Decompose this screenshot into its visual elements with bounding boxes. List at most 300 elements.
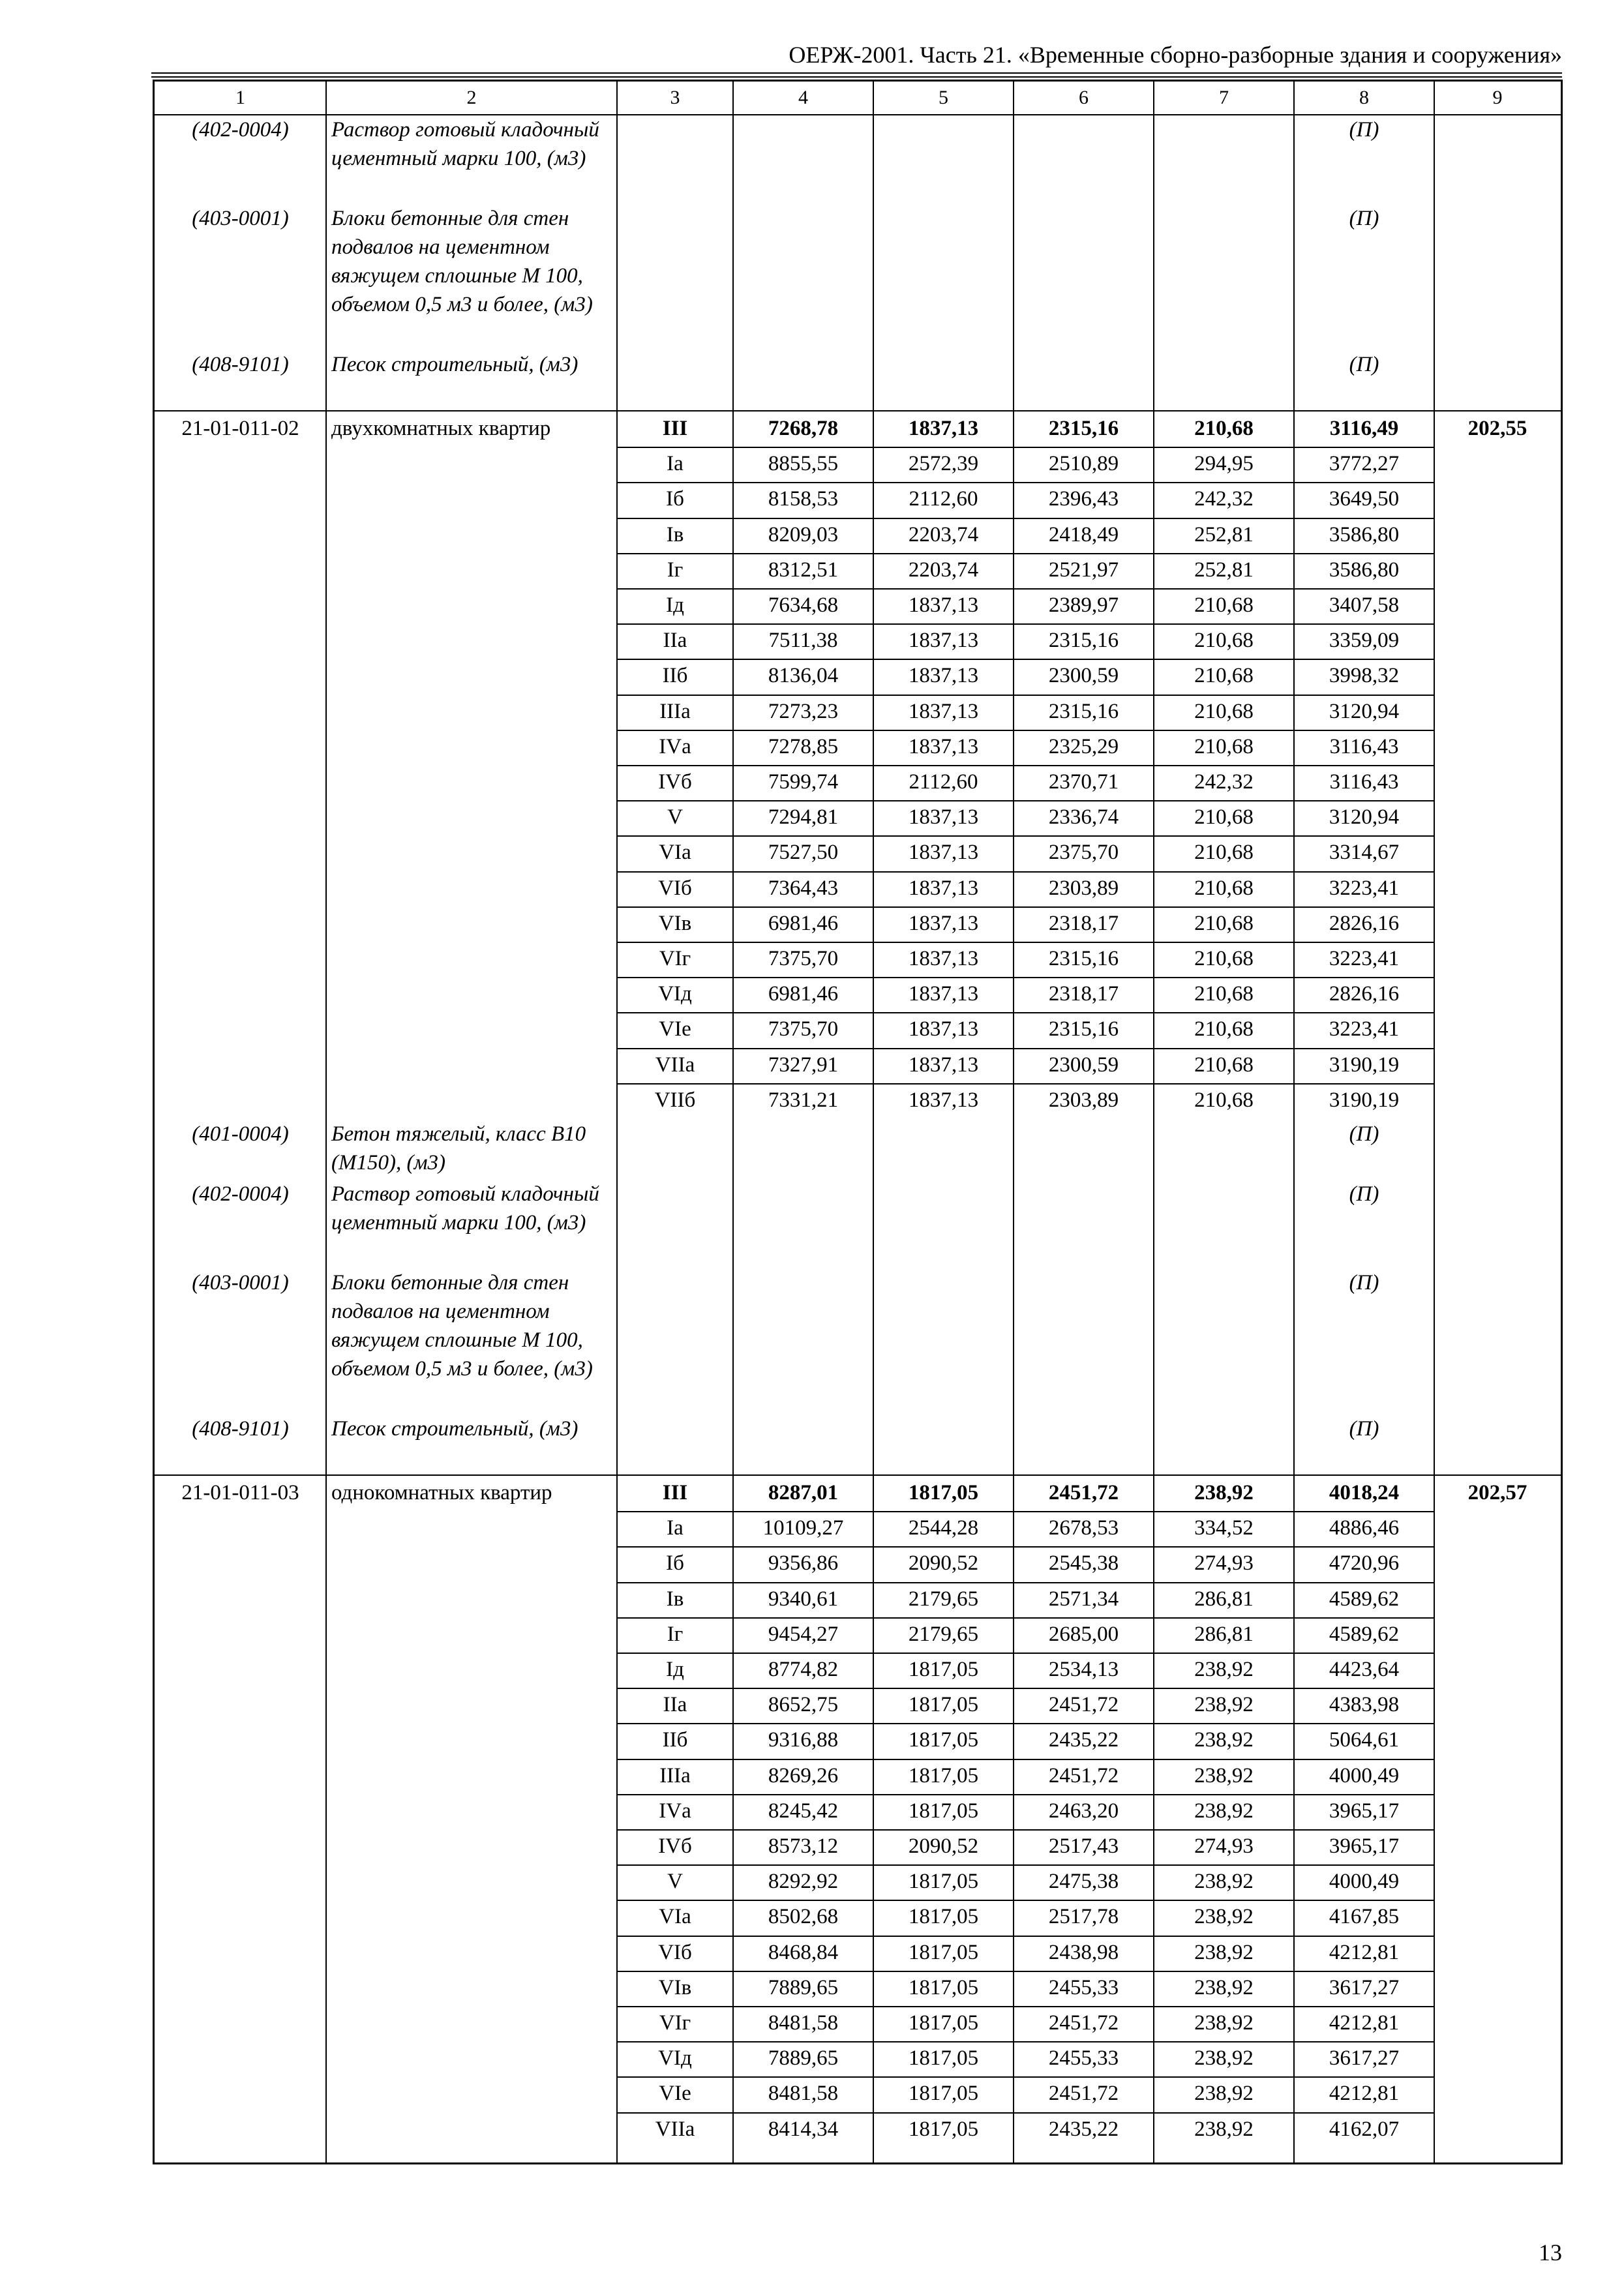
row-divider	[617, 942, 1434, 943]
zone-label: VIIб	[654, 1088, 696, 1112]
price-cell: 238,92	[1194, 2082, 1254, 2106]
price-cell: 1837,13	[908, 805, 979, 830]
zone-label: VIIа	[655, 2117, 695, 2141]
price-cell: 2315,16	[1048, 947, 1119, 970]
price-cell: 2325,29	[1048, 734, 1119, 758]
price-cell: 7327,91	[768, 1053, 839, 1077]
price-cell: 8855,55	[768, 452, 839, 476]
price-cell: 274,93	[1194, 1834, 1254, 1858]
price-cell: 2438,98	[1048, 1940, 1119, 1964]
price-cell: 2318,17	[1048, 982, 1119, 1006]
price-cell: 2534,13	[1048, 1658, 1119, 1681]
page-number: 13	[1539, 2239, 1562, 2266]
zone-label: IVб	[658, 1834, 692, 1858]
row-divider	[617, 730, 1434, 731]
price-cell: 8481,58	[768, 2011, 839, 2035]
price-cell: 7889,65	[768, 2046, 839, 2071]
price-cell: 1817,05	[908, 1905, 979, 1929]
price-cell: 2435,22	[1048, 1728, 1119, 1752]
zone-label: IIб	[662, 1728, 688, 1752]
header-rule	[151, 76, 1562, 78]
zone-label: VIа	[659, 1905, 691, 1929]
price-cell: 7331,21	[768, 1088, 839, 1112]
price-cell: 1837,13	[908, 417, 979, 440]
price-cell: 238,92	[1194, 1975, 1254, 1999]
zone-label: VIа	[659, 841, 691, 865]
row-divider	[617, 765, 1434, 766]
price-cell: 2571,34	[1048, 1587, 1119, 1611]
row-divider	[617, 623, 1434, 625]
price-cell: 2826,16	[1329, 911, 1400, 935]
price-cell: 5064,61	[1329, 1728, 1400, 1752]
row-divider	[617, 1900, 1434, 1901]
resource-name: Песок строительный, (м3)	[331, 1417, 579, 1441]
column-number-header: 3	[670, 87, 680, 108]
resource-value: (П)	[1349, 207, 1379, 230]
price-cell: 242,32	[1194, 770, 1254, 794]
price-cell: 3359,09	[1329, 629, 1400, 653]
column-number-header: 7	[1219, 87, 1229, 108]
price-cell: 2451,72	[1048, 1481, 1119, 1504]
price-cell: 6981,46	[768, 911, 839, 935]
price-cell: 252,81	[1194, 558, 1254, 582]
price-cell: 1817,05	[908, 1481, 979, 1504]
zone-label: Iа	[667, 1516, 684, 1540]
price-cell: 8468,84	[768, 1940, 839, 1964]
row-divider	[617, 447, 1434, 448]
zone-label: IIIа	[659, 1763, 691, 1788]
price-cell: 7511,38	[768, 629, 838, 653]
price-cell: 2678,53	[1048, 1516, 1119, 1540]
price-cell: 7278,85	[768, 734, 839, 758]
resource-value: (П)	[1349, 1182, 1379, 1206]
row-divider	[155, 410, 1561, 411]
price-cell: 2435,22	[1048, 2117, 1119, 2141]
zone-label: VIе	[659, 1017, 691, 1041]
price-cell: 3965,17	[1329, 1799, 1400, 1823]
resource-value: (П)	[1349, 1122, 1379, 1146]
row-divider	[617, 1617, 1434, 1619]
zone-label: V	[667, 1870, 683, 1894]
price-cell: 8136,04	[768, 664, 839, 688]
row-divider	[617, 1511, 1434, 1512]
price-cell: 3649,50	[1329, 487, 1400, 511]
price-cell: 3965,17	[1329, 1834, 1400, 1858]
row-divider	[617, 1794, 1434, 1795]
price-cell: 1817,05	[908, 1870, 979, 1894]
price-cell: 2112,60	[909, 770, 978, 794]
row-divider	[617, 1688, 1434, 1689]
price-cell: 2463,20	[1048, 1799, 1119, 1823]
price-cell: 8158,53	[768, 487, 839, 511]
price-cell: 6981,46	[768, 982, 839, 1006]
row-divider	[617, 800, 1434, 801]
price-cell: 1837,13	[908, 629, 979, 653]
price-cell: 8312,51	[768, 558, 839, 582]
price-cell: 2418,49	[1048, 522, 1119, 546]
price-cell: 7268,78	[768, 417, 839, 440]
price-cell: 9340,61	[768, 1587, 839, 1611]
resource-code: (402-0004)	[192, 1182, 289, 1206]
price-cell: 3116,49	[1329, 417, 1399, 440]
price-cell: 9454,27	[768, 1622, 839, 1646]
price-cell: 210,68	[1194, 417, 1254, 440]
price-cell: 8652,75	[768, 1693, 839, 1717]
price-cell: 238,92	[1194, 2011, 1254, 2035]
price-cell: 2315,16	[1048, 629, 1119, 653]
price-cell: 4589,62	[1329, 1622, 1400, 1646]
row-divider	[617, 1083, 1434, 1085]
header-rule	[151, 72, 1562, 74]
row-divider	[617, 1012, 1434, 1013]
row-divider	[617, 2112, 1434, 2114]
price-cell: 3617,27	[1329, 1975, 1400, 1999]
price-cell: 294,95	[1194, 452, 1254, 476]
zone-label: III	[662, 1481, 688, 1504]
price-cell: 334,52	[1194, 1516, 1254, 1540]
price-cell: 2451,72	[1048, 2011, 1119, 2035]
row-divider	[617, 1759, 1434, 1760]
price-cell: 8414,34	[768, 2117, 839, 2141]
price-cell: 2303,89	[1048, 1088, 1119, 1112]
zone-label: IIIа	[659, 699, 691, 723]
price-cell: 7294,81	[768, 805, 839, 830]
price-cell: 3314,67	[1329, 841, 1400, 865]
price-cell: 2545,38	[1048, 1551, 1119, 1576]
resource-code: (403-0001)	[192, 207, 289, 230]
zone-label: Iа	[667, 452, 684, 476]
row-divider	[617, 835, 1434, 837]
price-cell: 2303,89	[1048, 876, 1119, 900]
price-cell: 1837,13	[908, 876, 979, 900]
col9-value: 202,55	[1467, 417, 1527, 440]
price-cell: 238,92	[1194, 1693, 1254, 1717]
price-cell: 2685,00	[1048, 1622, 1119, 1646]
work-code: 21-01-011-02	[181, 417, 299, 440]
price-cell: 210,68	[1194, 876, 1254, 900]
price-cell: 2396,43	[1048, 487, 1119, 511]
price-cell: 210,68	[1194, 664, 1254, 688]
price-cell: 3617,27	[1329, 2046, 1400, 2071]
price-cell: 1837,13	[908, 911, 979, 935]
rates-table	[153, 80, 1563, 2164]
zone-label: VIIа	[655, 1053, 695, 1077]
price-cell: 4212,81	[1329, 2082, 1400, 2106]
price-cell: 4000,49	[1329, 1870, 1400, 1894]
price-cell: 7599,74	[768, 770, 839, 794]
resource-value: (П)	[1349, 1417, 1379, 1441]
row-divider	[617, 906, 1434, 908]
price-cell: 238,92	[1194, 1763, 1254, 1788]
row-divider	[617, 518, 1434, 519]
resource-name: Песок строительный, (м3)	[331, 353, 579, 376]
price-cell: 3120,94	[1329, 699, 1400, 723]
price-cell: 238,92	[1194, 1728, 1254, 1752]
resource-code: (402-0004)	[192, 118, 289, 142]
price-cell: 2300,59	[1048, 664, 1119, 688]
price-cell: 4720,96	[1329, 1551, 1400, 1576]
price-cell: 1837,13	[908, 1088, 979, 1112]
price-cell: 210,68	[1194, 805, 1254, 830]
resource-name: Раствор готовый кладочный цементный марки 100, (м3)	[331, 1182, 599, 1234]
resource-value: (П)	[1349, 1271, 1379, 1294]
price-cell: 9356,86	[768, 1551, 839, 1576]
price-cell: 9316,88	[768, 1728, 839, 1752]
price-cell: 8287,01	[768, 1481, 839, 1504]
col9-value: 202,57	[1467, 1481, 1527, 1504]
work-name: двухкомнатных квартир	[331, 417, 551, 440]
price-cell: 2455,33	[1048, 2046, 1119, 2071]
price-cell: 4423,64	[1329, 1658, 1400, 1681]
price-cell: 2090,52	[908, 1551, 979, 1576]
row-divider	[617, 871, 1434, 873]
price-cell: 3116,43	[1329, 770, 1399, 794]
row-divider	[617, 553, 1434, 554]
zone-label: Iг	[667, 558, 684, 582]
price-cell: 3223,41	[1329, 947, 1400, 970]
price-cell: 2455,33	[1048, 1975, 1119, 1999]
price-cell: 1837,13	[908, 734, 979, 758]
price-cell: 2517,43	[1048, 1834, 1119, 1858]
row-divider	[617, 1653, 1434, 1654]
column-number-header: 2	[466, 87, 477, 108]
price-cell: 252,81	[1194, 522, 1254, 546]
price-cell: 1837,13	[908, 982, 979, 1006]
price-cell: 4212,81	[1329, 1940, 1400, 1964]
price-cell: 7273,23	[768, 699, 839, 723]
price-cell: 238,92	[1194, 1481, 1254, 1504]
price-cell: 2517,78	[1048, 1905, 1119, 1929]
price-cell: 2318,17	[1048, 911, 1119, 935]
price-cell: 1837,13	[908, 593, 979, 617]
row-divider	[617, 1582, 1434, 1583]
price-cell: 1837,13	[908, 1053, 979, 1077]
price-cell: 1817,05	[908, 1799, 979, 1823]
price-cell: 1817,05	[908, 1728, 979, 1752]
price-cell: 4000,49	[1329, 1763, 1400, 1788]
price-cell: 2315,16	[1048, 1017, 1119, 1041]
price-cell: 1817,05	[908, 1975, 979, 1999]
price-cell: 1837,13	[908, 1017, 979, 1041]
price-cell: 7634,68	[768, 593, 839, 617]
price-cell: 210,68	[1194, 734, 1254, 758]
resource-code: (403-0001)	[192, 1271, 289, 1294]
row-divider	[617, 1723, 1434, 1724]
price-cell: 2475,38	[1048, 1870, 1119, 1894]
zone-label: V	[667, 805, 683, 830]
price-cell: 210,68	[1194, 699, 1254, 723]
price-cell: 3586,80	[1329, 522, 1400, 546]
price-cell: 7889,65	[768, 1975, 839, 1999]
zone-label: IIа	[663, 629, 687, 653]
row-divider	[617, 695, 1434, 696]
price-cell: 210,68	[1194, 593, 1254, 617]
price-cell: 274,93	[1194, 1551, 1254, 1576]
row-divider	[617, 1546, 1434, 1548]
price-cell: 8774,82	[768, 1658, 839, 1681]
price-cell: 210,68	[1194, 629, 1254, 653]
resource-code: (408-9101)	[192, 1417, 289, 1441]
zone-label: VIв	[658, 911, 692, 935]
price-cell: 8502,68	[768, 1905, 839, 1929]
price-cell: 3407,58	[1329, 593, 1400, 617]
work-code: 21-01-011-03	[181, 1481, 299, 1504]
price-cell: 7375,70	[768, 1017, 839, 1041]
price-cell: 1837,13	[908, 664, 979, 688]
price-cell: 2370,71	[1048, 770, 1119, 794]
price-cell: 2826,16	[1329, 982, 1400, 1006]
price-cell: 3190,19	[1329, 1088, 1400, 1112]
price-cell: 210,68	[1194, 947, 1254, 970]
price-cell: 4383,98	[1329, 1693, 1400, 1717]
zone-label: IIа	[663, 1693, 687, 1717]
price-cell: 210,68	[1194, 911, 1254, 935]
zone-label: Iг	[667, 1622, 684, 1646]
zone-label: VIд	[658, 982, 692, 1006]
row-divider	[617, 482, 1434, 483]
price-cell: 210,68	[1194, 1053, 1254, 1077]
row-divider	[617, 2076, 1434, 2078]
column-number-header: 1	[235, 87, 245, 108]
price-cell: 3120,94	[1329, 805, 1400, 830]
price-cell: 210,68	[1194, 982, 1254, 1006]
resource-name: Блоки бетонные для стен подвалов на цементном вяжущем сплошные М 100, объемом 0,5 м3 и более, (м3)	[331, 207, 593, 316]
price-cell: 238,92	[1194, 2117, 1254, 2141]
price-cell: 2179,65	[908, 1587, 979, 1611]
price-cell: 2336,74	[1048, 805, 1119, 830]
price-cell: 2315,16	[1048, 699, 1119, 723]
work-name: однокомнатных квартир	[331, 1481, 552, 1504]
price-cell: 210,68	[1194, 841, 1254, 865]
resource-value: (П)	[1349, 118, 1379, 142]
column-number-header: 8	[1359, 87, 1369, 108]
price-cell: 8573,12	[768, 1834, 839, 1858]
price-cell: 1817,05	[908, 2117, 979, 2141]
price-cell: 3586,80	[1329, 558, 1400, 582]
zone-label: VIб	[658, 876, 692, 900]
row-divider	[617, 977, 1434, 978]
row-divider	[617, 2041, 1434, 2042]
price-cell: 1817,05	[908, 2046, 979, 2071]
column-number-header: 9	[1492, 87, 1503, 108]
price-cell: 8269,26	[768, 1763, 839, 1788]
price-cell: 8292,92	[768, 1870, 839, 1894]
price-cell: 238,92	[1194, 1658, 1254, 1681]
price-cell: 210,68	[1194, 1017, 1254, 1041]
price-cell: 4589,62	[1329, 1587, 1400, 1611]
row-divider	[617, 2006, 1434, 2007]
price-cell: 2572,39	[908, 452, 979, 476]
price-cell: 2451,72	[1048, 2082, 1119, 2106]
price-cell: 7527,50	[768, 841, 839, 865]
row-divider	[617, 1864, 1434, 1866]
zone-label: VIв	[658, 1975, 692, 1999]
price-cell: 242,32	[1194, 487, 1254, 511]
price-cell: 3772,27	[1329, 452, 1400, 476]
price-cell: 2203,74	[908, 522, 979, 546]
price-cell: 4212,81	[1329, 2011, 1400, 2035]
price-cell: 286,81	[1194, 1622, 1254, 1646]
column-number-header: 4	[798, 87, 808, 108]
price-cell: 210,68	[1194, 1088, 1254, 1112]
price-cell: 2203,74	[908, 558, 979, 582]
price-cell: 3223,41	[1329, 1017, 1400, 1041]
price-cell: 2510,89	[1048, 452, 1119, 476]
price-cell: 1817,05	[908, 1763, 979, 1788]
resource-code: (401-0004)	[192, 1122, 289, 1146]
zone-label: VIе	[659, 2082, 691, 2106]
column-number-header: 5	[939, 87, 948, 108]
price-cell: 1817,05	[908, 2082, 979, 2106]
row-divider	[155, 1474, 1561, 1476]
price-cell: 1837,13	[908, 841, 979, 865]
row-divider	[617, 1971, 1434, 1972]
price-cell: 2451,72	[1048, 1763, 1119, 1788]
price-cell: 1837,13	[908, 699, 979, 723]
price-cell: 8245,42	[768, 1799, 839, 1823]
price-cell: 7364,43	[768, 876, 839, 900]
price-cell: 2300,59	[1048, 1053, 1119, 1077]
resource-name: Блоки бетонные для стен подвалов на цементном вяжущем сплошные М 100, объемом 0,5 м3 и более, (м3)	[331, 1271, 593, 1381]
page-header: ОЕРЖ-2001. Часть 21. «Временные сборно-разборные здания и сооружения»	[789, 42, 1562, 68]
price-cell: 2451,72	[1048, 1693, 1119, 1717]
price-cell: 4886,46	[1329, 1516, 1400, 1540]
row-divider	[617, 1048, 1434, 1049]
price-cell: 7375,70	[768, 947, 839, 970]
row-divider	[617, 1829, 1434, 1831]
price-cell: 2521,97	[1048, 558, 1119, 582]
price-cell: 1817,05	[908, 2011, 979, 2035]
resource-value: (П)	[1349, 353, 1379, 376]
price-cell: 238,92	[1194, 1799, 1254, 1823]
resource-name: Бетон тяжелый, класс В10 (М150), (м3)	[331, 1122, 586, 1174]
price-cell: 4018,24	[1329, 1481, 1400, 1504]
zone-label: IVа	[659, 1799, 691, 1823]
price-cell: 2375,70	[1048, 841, 1119, 865]
price-cell: 2389,97	[1048, 593, 1119, 617]
zone-label: IIб	[662, 664, 688, 688]
price-cell: 3116,43	[1329, 734, 1399, 758]
zone-label: VIг	[659, 2011, 691, 2035]
price-cell: 2544,28	[908, 1516, 979, 1540]
zone-label: III	[662, 417, 688, 440]
price-cell: 2090,52	[908, 1834, 979, 1858]
price-cell: 238,92	[1194, 1870, 1254, 1894]
zone-label: VIб	[658, 1940, 692, 1964]
row-divider	[617, 659, 1434, 660]
price-cell: 8209,03	[768, 522, 839, 546]
price-cell: 2112,60	[909, 487, 978, 511]
price-cell: 1837,13	[908, 947, 979, 970]
price-cell: 10109,27	[762, 1516, 844, 1540]
row-divider	[617, 1936, 1434, 1937]
price-cell: 4162,07	[1329, 2117, 1400, 2141]
zone-label: Iб	[666, 1551, 684, 1576]
zone-label: IVа	[659, 734, 691, 758]
price-cell: 3190,19	[1329, 1053, 1400, 1077]
row-divider	[617, 588, 1434, 590]
price-cell: 4167,85	[1329, 1905, 1400, 1929]
price-cell: 1817,05	[908, 1940, 979, 1964]
price-cell: 3998,32	[1329, 664, 1400, 688]
zone-label: Iд	[666, 593, 684, 617]
zone-label: Iв	[666, 522, 684, 546]
price-cell: 2315,16	[1048, 417, 1119, 440]
resource-code: (408-9101)	[192, 353, 289, 376]
price-cell: 1817,05	[908, 1658, 979, 1681]
zone-label: Iд	[666, 1658, 684, 1681]
price-cell: 238,92	[1194, 1940, 1254, 1964]
